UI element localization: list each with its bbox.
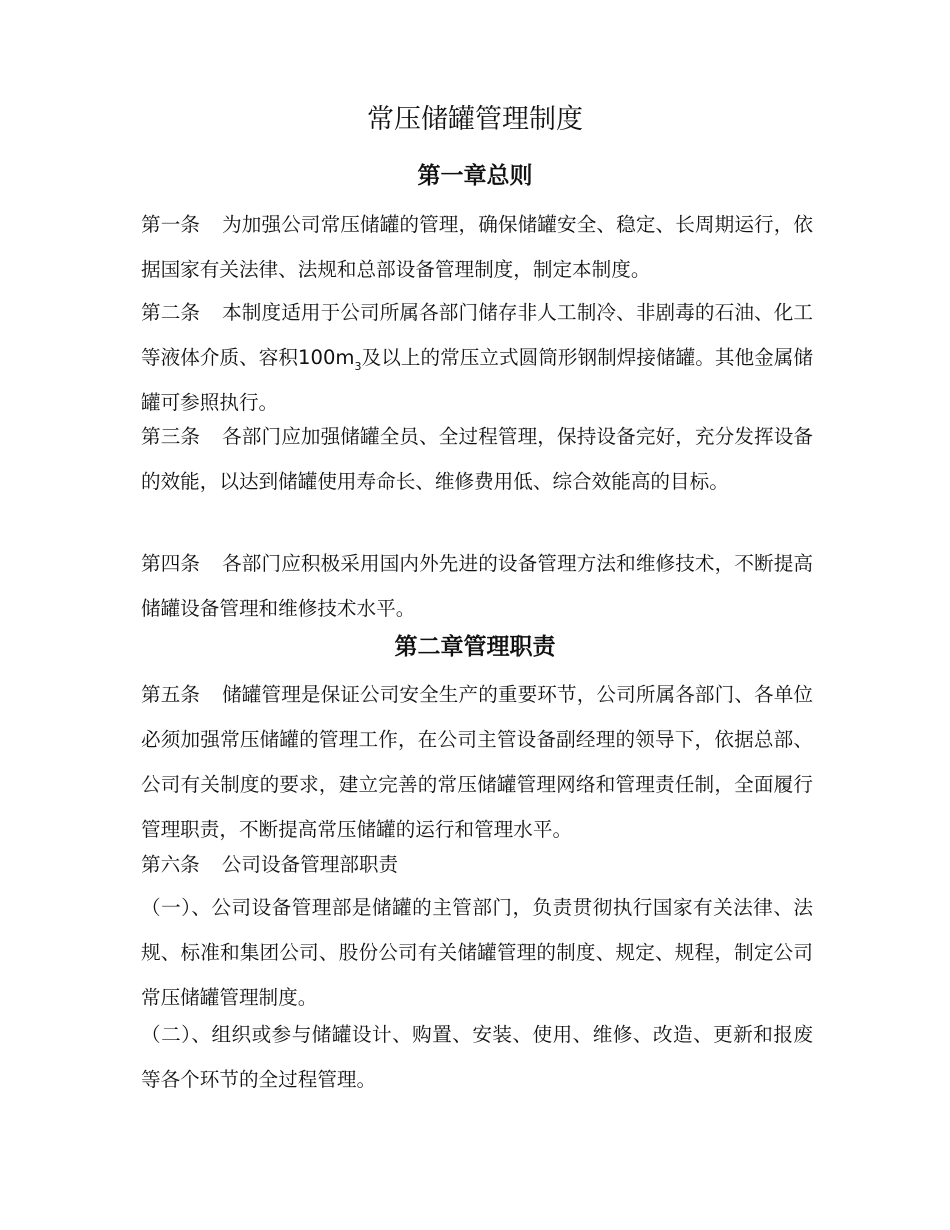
- clause-text: （一）、公司设备管理部是储罐的主管部门，负责贯彻执行国家有关法律、法规、标准和集团公司、股份公司有关储罐管理的制度、规定、规程，制定公司常压储罐管理制度。: [141, 896, 813, 1009]
- article-text: 为加强公司常压储罐的管理，确保储罐安全、稳定、长周期运行，依据国家有关法律、法规和总部设备管理制度，制定本制度。: [141, 213, 814, 281]
- article-1: [141, 202, 813, 292]
- article-label: 第一条: [141, 213, 201, 236]
- article-4: [141, 541, 813, 631]
- article-label: 第五条: [141, 683, 201, 706]
- document-title: 常压储罐管理制度: [367, 104, 583, 135]
- article-3: [141, 414, 813, 504]
- article-label: 第三条: [141, 425, 201, 448]
- article-label: 第六条: [141, 853, 200, 876]
- article-text-continued: 及以上的常压立式圆筒形钢制焊接储罐。其他金属储罐可参照执行。: [141, 346, 813, 414]
- clause-text: （二）、组织或参与储罐设计、购置、安装、使用、维修、改造、更新和报废等各个环节的全过程管理。: [141, 1023, 813, 1091]
- volume-unit-subscript: 3: [354, 360, 362, 373]
- article-text: 储罐管理是保证公司安全生产的重要环节，公司所属各部门、各单位必须加强常压储罐的管理工作，在公司主管设备副经理的领导下，依据总部、公司有关制度的要求，建立完善的常压储罐管理网络和管理责任制，全面履行管理职责，不断提高常压储罐的运行和管理水平。: [141, 683, 814, 841]
- article-text: 本制度适用于公司所属各部门储存非人工制冷、非剧毒的石油、化工等液体介质、容积100m: [141, 301, 814, 369]
- article-text: 各部门应积极采用国内外先进的设备管理方法和维修技术，不断提高储罐设备管理和维修技术水平。: [141, 552, 814, 620]
- article-5: [141, 672, 813, 852]
- article-text: 公司设备管理部职责: [221, 853, 399, 876]
- article-6: [141, 842, 813, 887]
- article-text: 各部门应加强储罐全员、全过程管理，保持设备完好，充分发挥设备的效能，以达到储罐使用寿命长、维修费用低、综合效能高的目标。: [141, 425, 814, 493]
- chapter-heading-1: 第一章总则: [417, 163, 533, 189]
- clause-item-1: [141, 885, 813, 1020]
- article-label: 第二条: [141, 301, 201, 324]
- article-label: 第四条: [141, 552, 201, 575]
- chapter-heading-2: 第二章管理职责: [394, 634, 556, 660]
- clause-item-2: [141, 1012, 813, 1102]
- article-2: [141, 290, 813, 425]
